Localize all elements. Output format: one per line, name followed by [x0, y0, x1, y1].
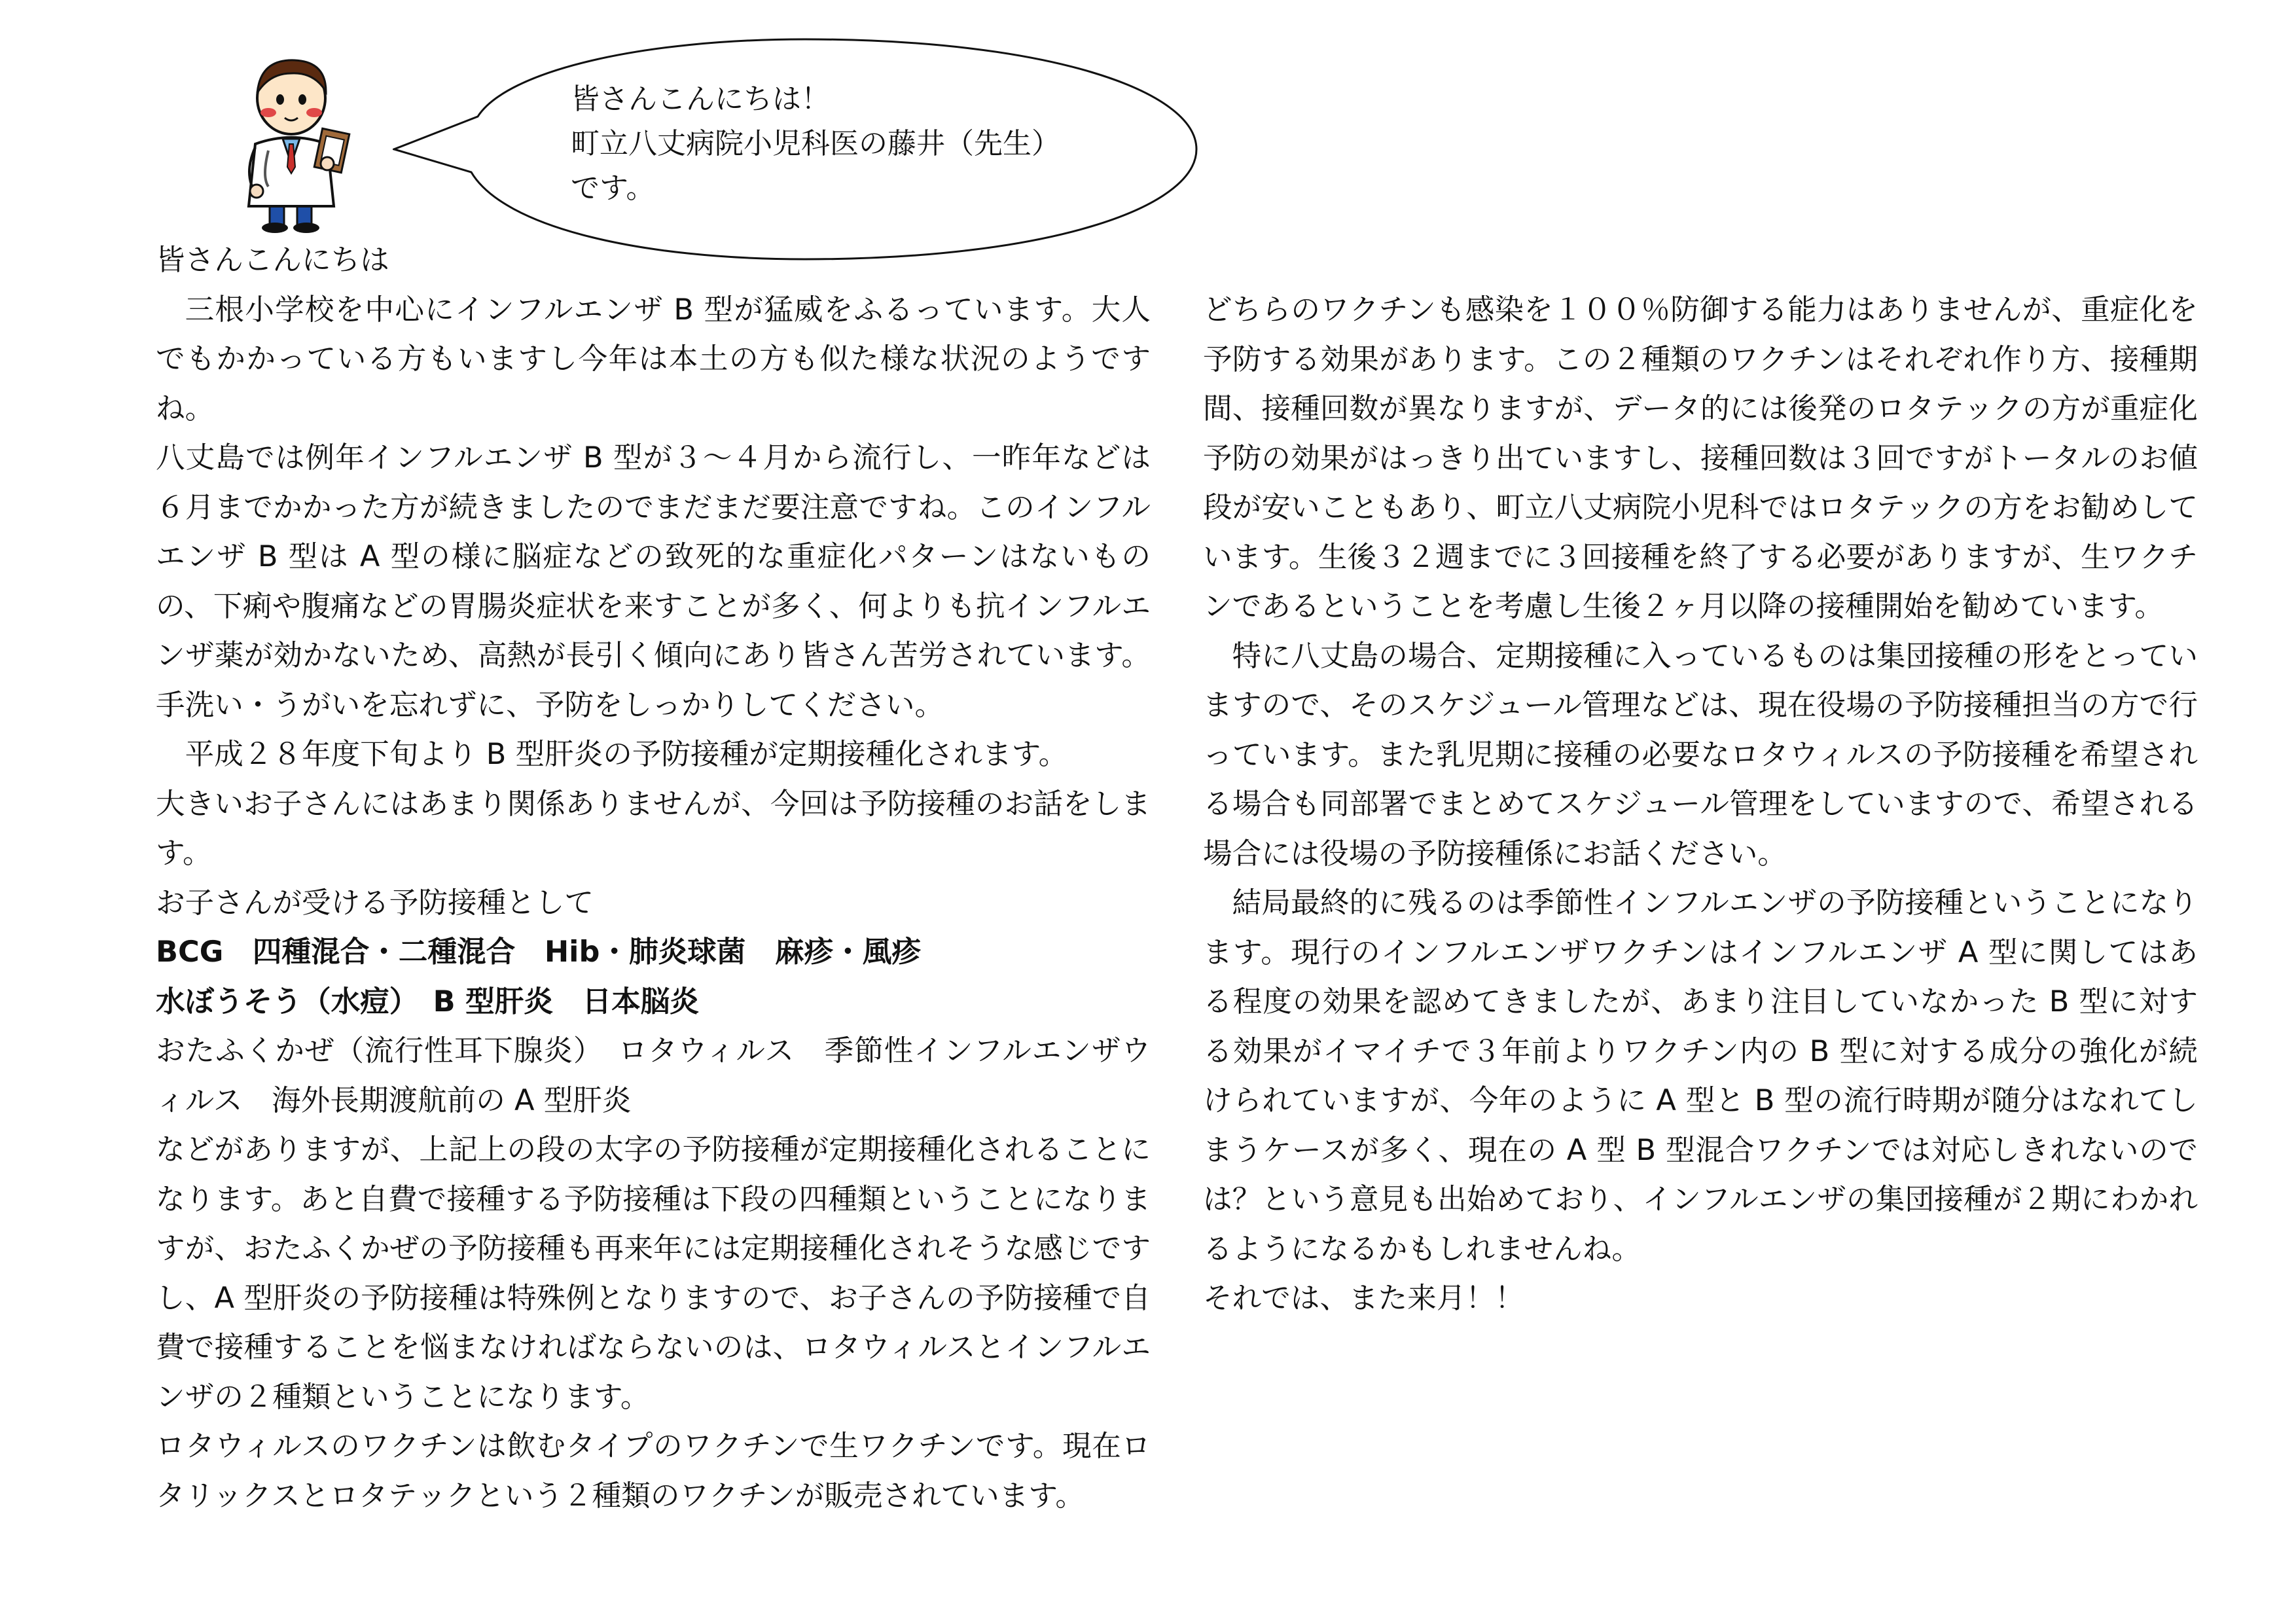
- paragraph: どちらのワクチンも感染を１００％防御する能力はありませんが、重症化を予防する効果があります。この２種類のワクチンはそれぞれ作り方、接種期間、接種回数が異なりますが、データ的には後発のロタテックの方が重症化予防の効果がはっきり出ていますし、接種回数は３回ですがトータルのお値段が安いこともあり、町立八丈病院小児科ではロタテックの方をお勧めしています。生後３２週までに３回接種を終了する必要がありますが、生ワクチンであるということを考慮し生後２ヶ月以降の接種開始を勧めています。: [1203, 293, 2198, 623]
- paragraph: お子さんが受ける予防接種として: [156, 885, 594, 920]
- bubble-line: 町立八丈病院小児科医の藤井（先生）: [571, 127, 1060, 160]
- paragraph: 三根小学校を中心にインフルエンザ B 型が猛威をふるっています。大人でもかかっている方もいますし今年は本土の方も似た様な状況のようですね。: [156, 292, 1151, 425]
- paragraph: 特に八丈島の場合、定期接種に入っているものは集団接種の形をとっていますので、そのスケジュール管理などは、現在役場の予防接種担当の方で行っています。また乳児期に接種の必要なロタウィルスの予防接種を希望される場合も同部署でまとめてスケジュール管理をしていますので、希望される場合には役場の予防接種係にお話ください。: [1203, 638, 2198, 871]
- paragraph: 平成２８年度下旬より B 型肝炎の予防接種が定期接種化されます。: [185, 737, 1068, 771]
- paragraph: などがありますが、上記上の段の太字の予防接種が定期接種化されることになります。あと自費で接種する予防接種は下段の四種類ということになりますが、おたふくかぜの予防接種も再来年には定期接種化されそうな感じですし、A 型肝炎の予防接種は特殊例となりますので、お子さんの予防接種で自費で接種することを悩まなければならないのは、ロタウィルスとインフルエンザの２種類ということになります。: [156, 1132, 1151, 1414]
- doctor-illustration: [229, 52, 360, 236]
- vaccine-list-bold: 水ぼうそう（水痘） B 型肝炎 日本脳炎: [156, 984, 699, 1019]
- paragraph: 大きいお子さんにはあまり関係ありませんが、今回は予防接種のお話をします。: [156, 786, 1151, 870]
- bubble-line: です。: [571, 171, 655, 205]
- paragraph: ロタウィルスのワクチンは飲むタイプのワクチンで生ワクチンです。現在ロタリックスとロタテックという２種類のワクチンが販売されています。: [156, 1429, 1151, 1513]
- vaccine-list-bold: BCG 四種混合・二種混合 Hib・肺炎球菌 麻疹・風疹: [156, 935, 921, 969]
- closing: それでは、また来月！！: [1203, 1281, 1524, 1315]
- right-column: [1203, 285, 2198, 1324]
- paragraph: 結局最終的に残るのは季節性インフルエンザの予防接種ということになります。現行のインフルエンザワクチンはインフルエンザ A 型に関してはある程度の効果を認めてきましたが、あまり注目していなかった B 型に対する効果がイマイチで３年前よりワクチン内の B 型に対する成分の強化が続けられていますが、今年のように A 型と B 型の流行時期が随分はなれてしまうケースが多く、現在の A 型 B 型混合ワクチンでは対応しきれないのでは？という意見も出始めており、インフルエンザの集団接種が２期にわかれるようになるかもしれませんね。: [1203, 886, 2198, 1266]
- paragraph: 八丈島では例年インフルエンザ B 型が３～４月から流行し、一昨年などは６月までかかった方が続きましたのでまだまだ要注意ですね。このインフルエンザ B 型は A 型の様に脳症などの致死的な重症化パターンはないものの、下痢や腹痛などの胃腸炎症状を来すことが多く、何よりも抗インフルエンザ薬が効かないため、高熱が長引く傾向にあり皆さん苦労されています。手洗い・うがいを忘れずに、予防をしっかりしてください。: [156, 441, 1151, 722]
- greeting: 皆さんこんにちは: [156, 243, 389, 277]
- left-column: [156, 236, 1151, 1521]
- speech-bubble-text: [571, 77, 1094, 211]
- vaccine-list: おたふくかぜ（流行性耳下腺炎） ロタウィルス 季節性インフルエンザウィルス 海外長期渡航前の A 型肝炎: [156, 1034, 1151, 1117]
- bubble-line: 皆さんこんにちは！: [571, 82, 830, 116]
